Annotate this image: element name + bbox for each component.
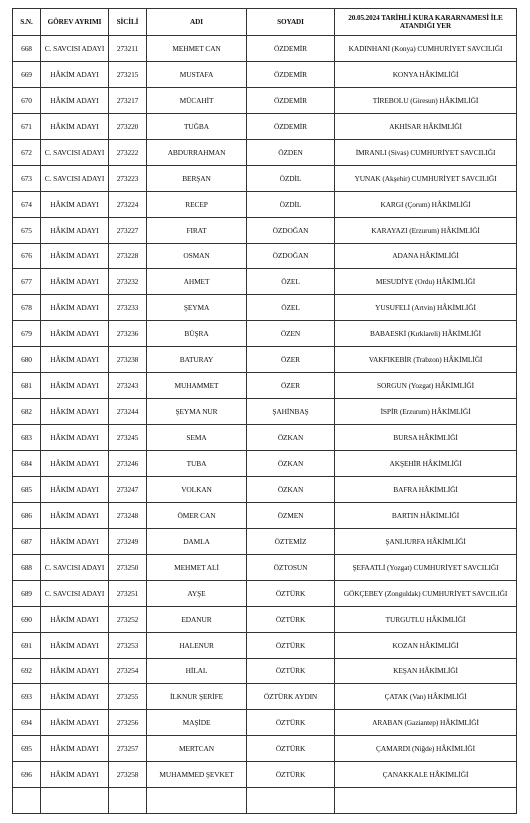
cell-yer: TURGUTLU HÂKİMLİĞİ bbox=[335, 606, 517, 632]
cell-sicil: 273215 bbox=[109, 61, 147, 87]
table-row bbox=[13, 658, 517, 684]
cell-sicil: 273224 bbox=[109, 191, 147, 217]
cell-adi: MUHAMMED ŞEVKET bbox=[147, 762, 247, 788]
cell-soyadi: ÖZTÜRK bbox=[247, 762, 335, 788]
cell-sicil: 273257 bbox=[109, 736, 147, 762]
cell-soyadi: ÖZDOĞAN bbox=[247, 217, 335, 243]
cell-adi: ABDURRAHMAN bbox=[147, 139, 247, 165]
table-row bbox=[13, 425, 517, 451]
cell-yer: KONYA HÂKİMLİĞİ bbox=[335, 61, 517, 87]
cell-adi: SEMA bbox=[147, 425, 247, 451]
cell-soyadi: ÖZDEN bbox=[247, 139, 335, 165]
cell-adi: DAMLA bbox=[147, 528, 247, 554]
cell-soyadi: ÖZER bbox=[247, 373, 335, 399]
cell-gorev: HÂKİM ADAYI bbox=[41, 451, 109, 477]
cell-sicil: 273245 bbox=[109, 425, 147, 451]
cell-adi: ŞEYMA NUR bbox=[147, 399, 247, 425]
cell-soyadi: ÖZDEMİR bbox=[247, 61, 335, 87]
cell-yer: BARTIN HÂKİMLİĞİ bbox=[335, 502, 517, 528]
table-row bbox=[13, 217, 517, 243]
cell-yer: YUNAK (Akşehir) CUMHURİYET SAVCILIĞI bbox=[335, 165, 517, 191]
cell-gorev: HÂKİM ADAYI bbox=[41, 658, 109, 684]
cell-sn: 683 bbox=[13, 425, 41, 451]
table-row bbox=[13, 243, 517, 269]
cell-adi: MUSTAFA bbox=[147, 61, 247, 87]
table-row bbox=[13, 347, 517, 373]
cell-soyadi: ÖZKAN bbox=[247, 425, 335, 451]
cell-adi: BÜŞRA bbox=[147, 321, 247, 347]
cell-soyadi: ÖZEN bbox=[247, 321, 335, 347]
cell-yer: TİREBOLU (Giresun) HÂKİMLİĞİ bbox=[335, 87, 517, 113]
table-body bbox=[13, 36, 517, 814]
cell-sicil: 273227 bbox=[109, 217, 147, 243]
cell-gorev: HÂKİM ADAYI bbox=[41, 61, 109, 87]
cell-yer: SORGUN (Yozgat) HÂKİMLİĞİ bbox=[335, 373, 517, 399]
cell-gorev: HÂKİM ADAYI bbox=[41, 191, 109, 217]
cell-soyadi: ÖZDİL bbox=[247, 165, 335, 191]
header-row bbox=[13, 9, 517, 36]
cell-yer: KARAYAZI (Erzurum) HÂKİMLİĞİ bbox=[335, 217, 517, 243]
cell-adi: RECEP bbox=[147, 191, 247, 217]
cell-yer: KARGI (Çorum) HÂKİMLİĞİ bbox=[335, 191, 517, 217]
cell-gorev: HÂKİM ADAYI bbox=[41, 425, 109, 451]
cell-yer: ŞEFAATLİ (Yozgat) CUMHURİYET SAVCILIĞI bbox=[335, 554, 517, 580]
cell-gorev: HÂKİM ADAYI bbox=[41, 528, 109, 554]
cell-adi: AYŞE bbox=[147, 580, 247, 606]
cell-soyadi: ÖZTOSUN bbox=[247, 554, 335, 580]
cell-sicil: 273249 bbox=[109, 528, 147, 554]
cell-sn: 677 bbox=[13, 269, 41, 295]
cell-gorev: HÂKİM ADAYI bbox=[41, 710, 109, 736]
cell-sn: 696 bbox=[13, 762, 41, 788]
table-header bbox=[13, 9, 517, 36]
header-adi: ADI bbox=[147, 9, 247, 36]
cell-sn: 688 bbox=[13, 554, 41, 580]
cell-sn: 678 bbox=[13, 295, 41, 321]
cell-sicil bbox=[109, 788, 147, 814]
cell-yer: KADINHANI (Konya) CUMHURİYET SAVCILIĞI bbox=[335, 36, 517, 62]
cell-sicil: 273248 bbox=[109, 502, 147, 528]
cell-sicil: 273252 bbox=[109, 606, 147, 632]
header-sn: S.N. bbox=[13, 9, 41, 36]
cell-gorev: C. SAVCISI ADAYI bbox=[41, 580, 109, 606]
cell-yer: KOZAN HÂKİMLİĞİ bbox=[335, 632, 517, 658]
table-row bbox=[13, 502, 517, 528]
cell-soyadi: ÖZKAN bbox=[247, 451, 335, 477]
cell-gorev: HÂKİM ADAYI bbox=[41, 321, 109, 347]
cell-soyadi: ÖZEL bbox=[247, 269, 335, 295]
cell-sn: 672 bbox=[13, 139, 41, 165]
cell-adi: HALENUR bbox=[147, 632, 247, 658]
cell-gorev: HÂKİM ADAYI bbox=[41, 243, 109, 269]
cell-adi: AHMET bbox=[147, 269, 247, 295]
table-row bbox=[13, 139, 517, 165]
cell-yer: ADANA HÂKİMLİĞİ bbox=[335, 243, 517, 269]
cell-soyadi: ÖZDEMİR bbox=[247, 36, 335, 62]
cell-adi: İLKNUR ŞERİFE bbox=[147, 684, 247, 710]
cell-sn: 685 bbox=[13, 476, 41, 502]
cell-soyadi: ÖZTÜRK bbox=[247, 658, 335, 684]
cell-gorev: HÂKİM ADAYI bbox=[41, 476, 109, 502]
cell-gorev: HÂKİM ADAYI bbox=[41, 87, 109, 113]
cell-soyadi: ÖZTÜRK AYDIN bbox=[247, 684, 335, 710]
cell-soyadi: ÖZTÜRK bbox=[247, 580, 335, 606]
cell-yer: BABAESKİ (Kırklareli) HÂKİMLİĞİ bbox=[335, 321, 517, 347]
cell-gorev: C. SAVCISI ADAYI bbox=[41, 165, 109, 191]
cell-yer: ÇATAK (Van) HÂKİMLİĞİ bbox=[335, 684, 517, 710]
cell-sicil: 273247 bbox=[109, 476, 147, 502]
cell-sn: 692 bbox=[13, 658, 41, 684]
cell-sn: 674 bbox=[13, 191, 41, 217]
cell-adi: BERŞAN bbox=[147, 165, 247, 191]
cell-sicil: 273211 bbox=[109, 36, 147, 62]
cell-adi: MAŞİDE bbox=[147, 710, 247, 736]
table-row bbox=[13, 762, 517, 788]
cell-soyadi: ÖZTEMİZ bbox=[247, 528, 335, 554]
cell-soyadi bbox=[247, 788, 335, 814]
table-row bbox=[13, 295, 517, 321]
cell-sn: 681 bbox=[13, 373, 41, 399]
cell-sicil: 273251 bbox=[109, 580, 147, 606]
cell-soyadi: ÖZKAN bbox=[247, 476, 335, 502]
cell-sn: 676 bbox=[13, 243, 41, 269]
cell-sn: 687 bbox=[13, 528, 41, 554]
cell-sn: 668 bbox=[13, 36, 41, 62]
cell-gorev: HÂKİM ADAYI bbox=[41, 684, 109, 710]
cell-soyadi: ÖZER bbox=[247, 347, 335, 373]
cell-adi: FIRAT bbox=[147, 217, 247, 243]
table-row bbox=[13, 113, 517, 139]
cell-adi: MEHMET ALİ bbox=[147, 554, 247, 580]
cell-sn: 694 bbox=[13, 710, 41, 736]
cell-sicil: 273233 bbox=[109, 295, 147, 321]
cell-gorev: HÂKİM ADAYI bbox=[41, 399, 109, 425]
cell-soyadi: ÖZTÜRK bbox=[247, 606, 335, 632]
table-row bbox=[13, 632, 517, 658]
cell-gorev: HÂKİM ADAYI bbox=[41, 632, 109, 658]
cell-adi: VOLKAN bbox=[147, 476, 247, 502]
cell-gorev: HÂKİM ADAYI bbox=[41, 762, 109, 788]
cell-yer: İSPİR (Erzurum) HÂKİMLİĞİ bbox=[335, 399, 517, 425]
cell-sn: 693 bbox=[13, 684, 41, 710]
cell-soyadi: ŞAHİNBAŞ bbox=[247, 399, 335, 425]
cell-gorev: C. SAVCISI ADAYI bbox=[41, 36, 109, 62]
cell-sicil: 273222 bbox=[109, 139, 147, 165]
cell-sn: 679 bbox=[13, 321, 41, 347]
cell-gorev: HÂKİM ADAYI bbox=[41, 373, 109, 399]
cell-yer: VAKFIKEBİR (Trabzon) HÂKİMLİĞİ bbox=[335, 347, 517, 373]
cell-yer: AKŞEHİR HÂKİMLİĞİ bbox=[335, 451, 517, 477]
cell-sn: 670 bbox=[13, 87, 41, 113]
cell-adi: ÖMER CAN bbox=[147, 502, 247, 528]
cell-adi: EDANUR bbox=[147, 606, 247, 632]
cell-sn: 671 bbox=[13, 113, 41, 139]
cell-soyadi: ÖZTÜRK bbox=[247, 632, 335, 658]
table-row bbox=[13, 61, 517, 87]
table-row bbox=[13, 399, 517, 425]
cell-gorev: HÂKİM ADAYI bbox=[41, 269, 109, 295]
cell-sn: 673 bbox=[13, 165, 41, 191]
cell-soyadi: ÖZDEMİR bbox=[247, 113, 335, 139]
cell-yer: MESUDİYE (Ordu) HÂKİMLİĞİ bbox=[335, 269, 517, 295]
cell-adi: HİLAL bbox=[147, 658, 247, 684]
table-row bbox=[13, 269, 517, 295]
cell-sn: 695 bbox=[13, 736, 41, 762]
header-yer: 20.05.2024 TARİHLİ KURA KARARNAMESİ İLE ATANDIĞI YER bbox=[335, 9, 517, 36]
cell-yer: AKHİSAR HÂKİMLİĞİ bbox=[335, 113, 517, 139]
cell-yer bbox=[335, 788, 517, 814]
table-row bbox=[13, 476, 517, 502]
table-row bbox=[13, 684, 517, 710]
table-row bbox=[13, 528, 517, 554]
cell-adi: MEHMET CAN bbox=[147, 36, 247, 62]
cell-yer: YUSUFELİ (Artvin) HÂKİMLİĞİ bbox=[335, 295, 517, 321]
table-row bbox=[13, 736, 517, 762]
table-row bbox=[13, 788, 517, 814]
table-row bbox=[13, 36, 517, 62]
table-row bbox=[13, 321, 517, 347]
cell-sicil: 273243 bbox=[109, 373, 147, 399]
cell-yer: KEŞAN HÂKİMLİĞİ bbox=[335, 658, 517, 684]
cell-sicil: 273258 bbox=[109, 762, 147, 788]
document-page bbox=[12, 8, 516, 802]
cell-gorev: C. SAVCISI ADAYI bbox=[41, 554, 109, 580]
cell-adi bbox=[147, 788, 247, 814]
cell-sn: 675 bbox=[13, 217, 41, 243]
cell-gorev: HÂKİM ADAYI bbox=[41, 295, 109, 321]
cell-yer: BAFRA HÂKİMLİĞİ bbox=[335, 476, 517, 502]
cell-sicil: 273238 bbox=[109, 347, 147, 373]
cell-yer: ÇAMARDI (Niğde) HÂKİMLİĞİ bbox=[335, 736, 517, 762]
table-row bbox=[13, 87, 517, 113]
assignment-table bbox=[12, 8, 517, 814]
cell-yer: ARABAN (Gaziantep) HÂKİMLİĞİ bbox=[335, 710, 517, 736]
table-row bbox=[13, 580, 517, 606]
cell-sicil: 273220 bbox=[109, 113, 147, 139]
cell-adi: OSMAN bbox=[147, 243, 247, 269]
cell-adi: TUĞBA bbox=[147, 113, 247, 139]
cell-sicil: 273250 bbox=[109, 554, 147, 580]
cell-adi: MÜCAHİT bbox=[147, 87, 247, 113]
table-row bbox=[13, 373, 517, 399]
table-row bbox=[13, 165, 517, 191]
cell-gorev: HÂKİM ADAYI bbox=[41, 113, 109, 139]
cell-gorev: HÂKİM ADAYI bbox=[41, 217, 109, 243]
cell-sn: 680 bbox=[13, 347, 41, 373]
cell-adi: ŞEYMA bbox=[147, 295, 247, 321]
cell-gorev: HÂKİM ADAYI bbox=[41, 347, 109, 373]
cell-sicil: 273244 bbox=[109, 399, 147, 425]
header-soyadi: SOYADI bbox=[247, 9, 335, 36]
cell-adi: MUHAMMET bbox=[147, 373, 247, 399]
cell-sn: 669 bbox=[13, 61, 41, 87]
cell-sicil: 273217 bbox=[109, 87, 147, 113]
header-sicil: SİCİLİ bbox=[109, 9, 147, 36]
cell-sn: 691 bbox=[13, 632, 41, 658]
header-gorev: GÖREV AYRIMI bbox=[41, 9, 109, 36]
table-row bbox=[13, 191, 517, 217]
cell-gorev: C. SAVCISI ADAYI bbox=[41, 139, 109, 165]
cell-yer: BURSA HÂKİMLİĞİ bbox=[335, 425, 517, 451]
table-row bbox=[13, 554, 517, 580]
cell-soyadi: ÖZTÜRK bbox=[247, 710, 335, 736]
cell-gorev: HÂKİM ADAYI bbox=[41, 736, 109, 762]
cell-sicil: 273246 bbox=[109, 451, 147, 477]
cell-sicil: 273236 bbox=[109, 321, 147, 347]
cell-soyadi: ÖZDİL bbox=[247, 191, 335, 217]
cell-adi: BATURAY bbox=[147, 347, 247, 373]
cell-sicil: 273223 bbox=[109, 165, 147, 191]
cell-sicil: 273255 bbox=[109, 684, 147, 710]
cell-sn: 686 bbox=[13, 502, 41, 528]
cell-yer: ŞANLIURFA HÂKİMLİĞİ bbox=[335, 528, 517, 554]
cell-sicil: 273232 bbox=[109, 269, 147, 295]
cell-sicil: 273253 bbox=[109, 632, 147, 658]
cell-sn bbox=[13, 788, 41, 814]
cell-sn: 682 bbox=[13, 399, 41, 425]
cell-adi: MERTCAN bbox=[147, 736, 247, 762]
cell-soyadi: ÖZDOĞAN bbox=[247, 243, 335, 269]
cell-sn: 684 bbox=[13, 451, 41, 477]
cell-gorev: HÂKİM ADAYI bbox=[41, 502, 109, 528]
cell-yer: GÖKÇEBEY (Zonguldak) CUMHURİYET SAVCILIĞI bbox=[335, 580, 517, 606]
cell-soyadi: ÖZEL bbox=[247, 295, 335, 321]
cell-gorev: HÂKİM ADAYI bbox=[41, 606, 109, 632]
cell-yer: İMRANLI (Sivas) CUMHURİYET SAVCILIĞI bbox=[335, 139, 517, 165]
cell-soyadi: ÖZTÜRK bbox=[247, 736, 335, 762]
cell-sicil: 273254 bbox=[109, 658, 147, 684]
cell-yer: ÇANAKKALE HÂKİMLİĞİ bbox=[335, 762, 517, 788]
table-row bbox=[13, 606, 517, 632]
cell-soyadi: ÖZMEN bbox=[247, 502, 335, 528]
table-row bbox=[13, 710, 517, 736]
cell-sn: 690 bbox=[13, 606, 41, 632]
cell-gorev bbox=[41, 788, 109, 814]
cell-adi: TUBA bbox=[147, 451, 247, 477]
cell-sn: 689 bbox=[13, 580, 41, 606]
cell-sicil: 273256 bbox=[109, 710, 147, 736]
cell-sicil: 273228 bbox=[109, 243, 147, 269]
cell-soyadi: ÖZDEMİR bbox=[247, 87, 335, 113]
table-row bbox=[13, 451, 517, 477]
